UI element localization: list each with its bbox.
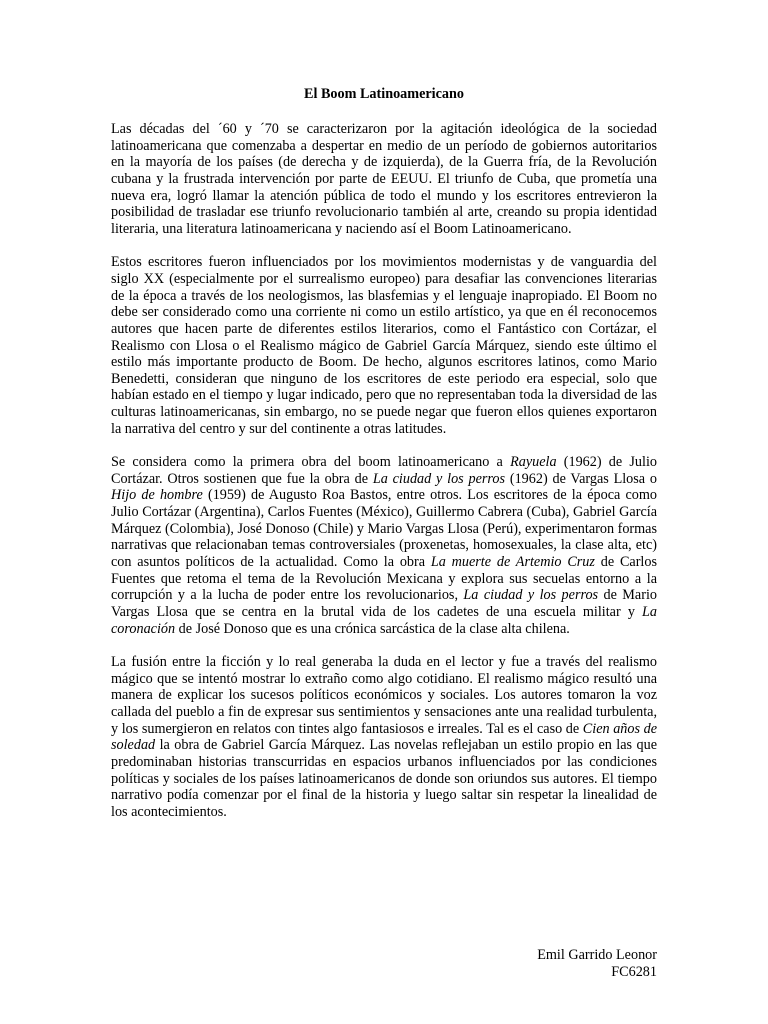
- author-name: Emil Garrido Leonor: [537, 947, 657, 963]
- paragraph-2: [111, 254, 657, 437]
- work-title: Hijo de hombre: [111, 487, 203, 504]
- signature-block: [537, 947, 657, 980]
- paragraph-3: [111, 454, 657, 637]
- work-title: Cien años de soledad: [111, 720, 657, 754]
- text-run: de Mario Vargas Llosa que se centra en la brutal vida de los cadetes de una escuela militar y: [111, 587, 657, 620]
- work-title: La coronación: [111, 604, 657, 637]
- text-run: (1959) de Augusto Roa Bastos, entre otros. Los escritores de la época como Julio Cortázar (Argentina), Carlos Fuentes (México), Guillermo Cabrera (Cuba), Gabriel García Márquez (Colombia), José Donoso (Chile) y Mario Vargas Llosa (Perú), experimentaron formas narrativas que relacionaban temas controversiales (proxenetas, homosexuales, la clase alta, etc) con asuntos políticos de la actualidad. Como la obra: [111, 487, 657, 571]
- text-run: Se considera como la primera obra del boom latinoamericano a: [111, 454, 511, 471]
- text-run: Las décadas del ´60 y ´70 se caracterizaron por la agitación ideológica de la sociedad latinoamericana que comenzaba a despertar en medio de un período de gobiernos autoritarios en la mayoría de los países (de derecha y de izquierda), de la Guerra fría, de la Revolución cubana y la frustrada intervención por parte de EEUU. El triunfo de Cuba, que prometía una nueva era, logró llamar la atención pública de todo el mundo y los escritores entrevieron la posibilidad de trasladar ese triunfo revolucionario también al arte, creando su propia identidad literaria, una literatura latinoamericana y naciendo así el Boom Latinoamericano.: [111, 121, 657, 237]
- paragraph-4: [111, 654, 657, 821]
- text-run: (1962) de Vargas Llosa o: [505, 470, 657, 487]
- work-title: La ciudad y los perros: [463, 587, 599, 604]
- text-run: Estos escritores fueron influenciados por los movimientos modernistas y de vanguardia del siglo XX (especialmente por el surrealismo europeo) para desafiar las convenciones literarias de la época a través de los neologismos, las blasfemias y el lenguaje inapropiado. El Boom no debe ser considerado como una corriente ni como un estilo artístico, ya que en él reconocemos autores que hacen parte de diferentes estilos literarios, como el Fantástico con Cortázar, el Realismo con Llosa o el Realismo mágico de Gabriel García Márquez, siendo este último el estilo más importante producto de Boom. De hecho, algunos escritores latinos, como Mario Benedetti, consideran que ninguno de los escritores de este periodo era especial, solo que habían estado en el tiempo y lugar indicado, pero que no representaban toda la diversidad de las culturas latinoamericanas, sin embargo, no se puede negar que fueron ellos quienes exportaron la narrativa del centro y sur del continente a otras latitudes.: [111, 254, 657, 437]
- text-run: (1962) de Julio Cortázar. Otros sostienen que fue la obra de: [111, 454, 658, 487]
- work-title: La muerte de Artemio Cruz: [430, 554, 595, 571]
- work-title: La ciudad y los perros: [372, 470, 506, 487]
- author-code: FC6281: [611, 963, 657, 980]
- document-title: El Boom Latinoamericano: [304, 86, 464, 102]
- text-run: La fusión entre la ficción y lo real generaba la duda en el lector y fue a través del realismo mágico que se intentó mostrar lo extraño como algo cotidiano. El realismo mágico resultó una manera de explicar los sucesos políticos económicos y sociales. Los autores tomaron la voz callada del pueblo a fin de expresar sus sentimientos y sensaciones ante una realidad turbulenta, y los sumergieron en relatos con tintes algo fantasiosos e irreales. Tal es el caso de: [111, 653, 657, 737]
- text-run: de Carlos Fuentes que retoma el tema de la Revolución Mexicana y explora sus secuelas entorno a la corrupción y a la lucha de poder entre los revolucionarios,: [111, 554, 657, 604]
- document-body: [111, 121, 657, 821]
- paragraph-1: [111, 121, 657, 238]
- work-title: Rayuela: [510, 454, 557, 471]
- text-run: de José Donoso que es una crónica sarcástica de la clase alta chilena.: [175, 620, 570, 637]
- text-run: la obra de Gabriel García Márquez. Las novelas reflejaban un estilo propio en las que predominaban historias transcurridas en espacios urbanos influenciados por las condiciones políticas y sociales de los países latinoamericanos de donde son oriundos sus autores. El tiempo narrativo podía comenzar por el final de la historia y luego saltar sin respetar la linealidad de los acontecimientos.: [111, 737, 657, 820]
